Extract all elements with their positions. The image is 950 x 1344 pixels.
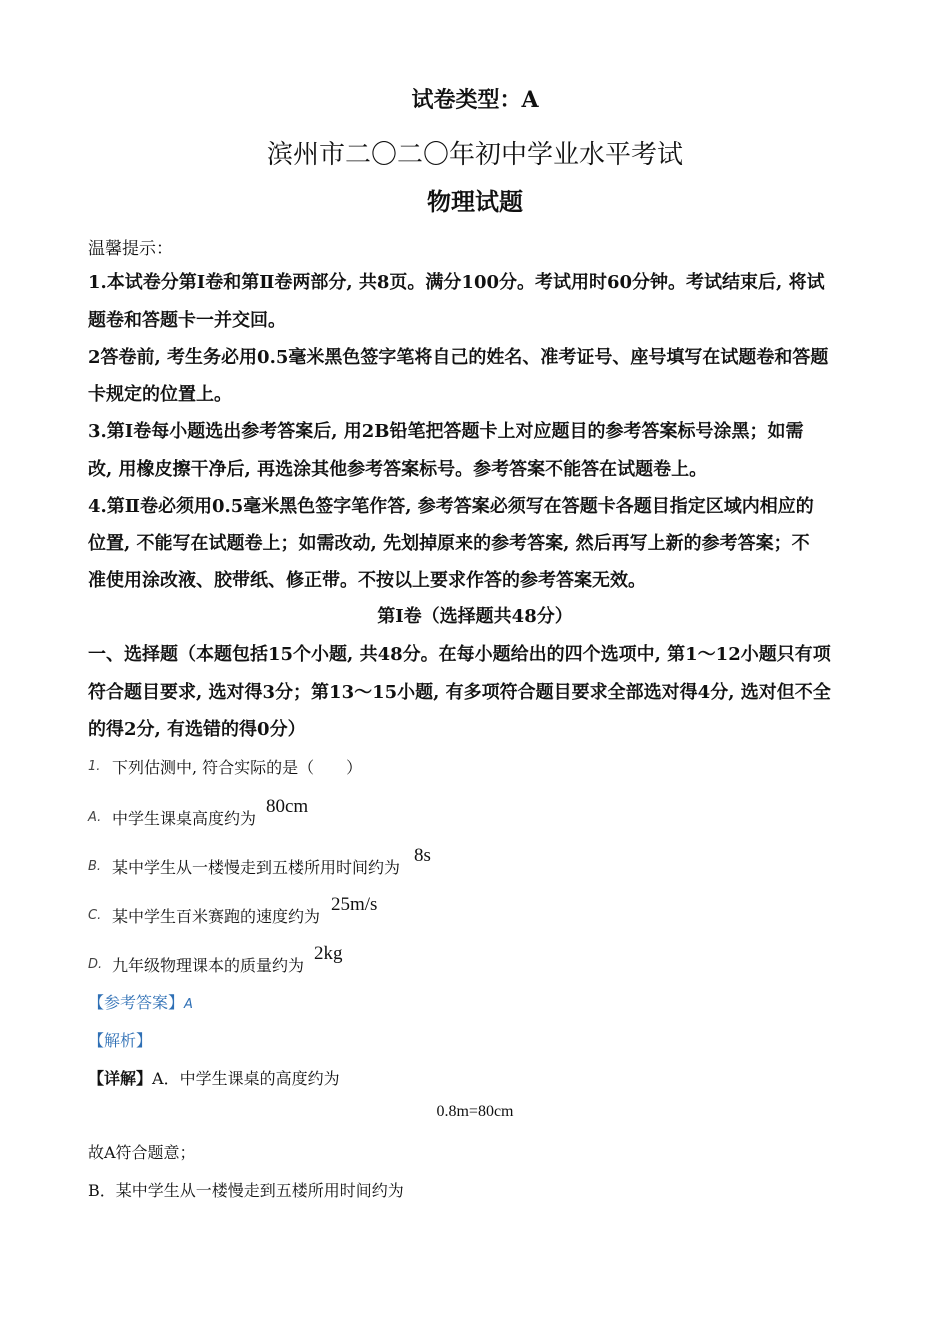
next-detail-line: B．某中学生从一楼慢走到五楼所用时间约为	[88, 1181, 404, 1200]
option-text: 中学生课桌高度约为	[112, 809, 257, 828]
formula: 0.8m=80cm	[436, 1103, 514, 1120]
option-text: 某中学生百米赛跑的速度约为	[112, 907, 321, 926]
answer-label: 【参考答案】	[88, 993, 185, 1012]
answer-value: A	[184, 997, 193, 1012]
section-instruction-1: 一、选择题（本题包括15个小题, 共48分。在每小题给出的四个选项中, 第1～12小题只有项	[88, 644, 831, 665]
option-letter: B.	[88, 859, 102, 874]
conclusion: 故A符合题意；	[88, 1143, 196, 1162]
question-stem: 下列估测中, 符合实际的是（ ）	[112, 758, 363, 777]
option-value: 2kg	[314, 943, 343, 964]
notice-line-8: 位置, 不能写在试题卷上；如需改动, 先划掉原来的参考答案, 然后再写上新的参考答案；不	[88, 533, 810, 554]
notice-line-4: 卡规定的位置上。	[88, 384, 232, 405]
section-instruction-3: 的得2分, 有选错的得0分）	[88, 719, 306, 740]
subject-title: 物理试题	[427, 187, 523, 216]
notice-line-7: 4.第Ⅱ卷必须用0.5毫米黑色签字笔作答, 参考答案必须写在答题卡各题目指定区域内相应的	[88, 496, 814, 517]
detail-line	[88, 1066, 340, 1089]
notice-line-9: 准使用涂改液、胶带纸、修正带。不按以上要求作答的参考答案无效。	[88, 570, 646, 591]
detail-label: 【详解】	[88, 1069, 153, 1088]
detail-text: A．中学生课桌的高度约为	[152, 1069, 340, 1088]
notice-line-5: 3.第Ⅰ卷每小题选出参考答案后, 用2B铅笔把答题卡上对应题目的参考答案标号涂黑；如需	[88, 421, 804, 442]
analysis-label: 【解析】	[88, 1031, 153, 1050]
section-instruction-2: 符合题目要求, 选对得3分；第13～15小题, 有多项符合题目要求全部选对得4分, 选对但不全	[88, 682, 831, 703]
option-text: 九年级物理课本的质量约为	[112, 956, 305, 975]
option-text: 某中学生从一楼慢走到五楼所用时间约为	[112, 858, 401, 877]
question-number: 1.	[88, 759, 101, 774]
option-value: 80cm	[266, 796, 309, 817]
notice-line-6: 改, 用橡皮擦干净后, 再选涂其他参考答案标号。参考答案不能答在试题卷上。	[88, 459, 708, 480]
option-letter: D.	[88, 957, 103, 972]
notice-line-3: 2答卷前, 考生务必用0.5毫米黑色签字笔将自己的姓名、准考证号、座号填写在试题卷和答题	[88, 347, 829, 368]
option-value: 25m/s	[331, 894, 378, 915]
option-letter: C.	[88, 908, 102, 923]
option-value: 8s	[414, 845, 431, 866]
answer-line	[88, 990, 193, 1013]
exam-title: 滨州市二〇二〇年初中学业水平考试	[266, 140, 683, 170]
notice-line-2: 题卷和答题卡一并交回。	[88, 310, 286, 331]
notice-label: 温馨提示：	[88, 239, 173, 259]
option-letter: A.	[88, 810, 102, 825]
notice-line-1: 1.本试卷分第Ⅰ卷和第Ⅱ卷两部分, 共8页。满分100分。考试用时60分钟。考试结束后, 将试	[88, 272, 825, 293]
section-title: 第Ⅰ卷（选择题共48分）	[377, 606, 573, 627]
paper-type: 试卷类型：A	[411, 87, 539, 113]
